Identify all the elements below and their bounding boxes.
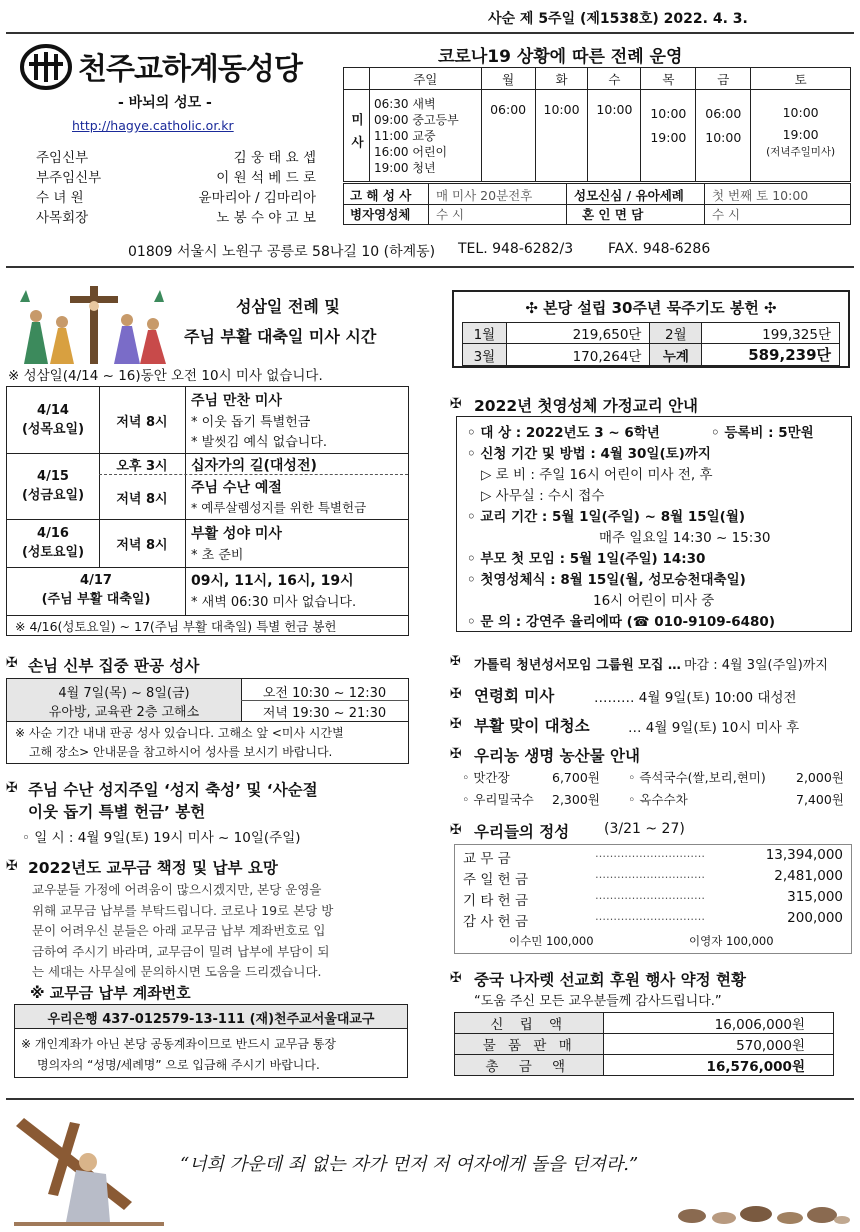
communion-apply-lobby: ▷ 로 비 : 주일 16시 어린이 미사 전, 후 [481,467,713,483]
staff-list [36,148,316,228]
communion-ceremony-time: 16시 어린이 미사 중 [593,593,715,609]
rosary-title: ✣ 본당 설립 30주년 묵주기도 봉헌 ✣ [525,299,777,317]
communion-period: ◦ 교리 기간 : 5월 1일(주일) ~ 8월 15일(월) [467,509,746,525]
dues-line: 금하여 주시기 바라며, 교무금이 밀려 납부에 부담이 되 [32,943,330,959]
staff-role: 주임신부 [36,150,89,166]
dues-line: 문이 어려우신 분들은 아래 교무금 납부 계좌번호로 입 [32,923,326,938]
communion-ceremony: ◦ 첫영성체식 : 8월 15일(월, 성모승천대축일) [467,572,746,588]
cleaning-label: 부활 맞이 대청소 [474,717,590,735]
communion-fee: ◦ 등록비 : 5만원 [711,425,814,441]
offering-leader: ………………………… [595,868,705,881]
section-bullet-icon: ✠ [6,858,18,874]
mass-row-label: 미사 [344,90,370,182]
staff-name: 이 원 석 베 드 로 [216,170,316,186]
triduum-day: (성금요일) [21,488,85,503]
rosary-total-label: 누계 [650,344,702,366]
dues-body [32,880,410,983]
day-header: 목 [641,68,696,90]
triduum-detail: * 이웃 돕기 특별헌금 [191,415,311,430]
marian-value: 첫 번째 토 10:00 [712,188,809,203]
communion-target: ◦ 대 상 : 2022년도 3 ~ 6학년 [467,425,660,441]
thursday-mass: 19:00 [650,130,687,145]
issue-line: 사순 제 5주일 (제1538호) 2022. 4. 3. [488,11,748,27]
dues-line: 위해 교무금 납부를 부탁드립니다. 코로나 19로 본당 방 [32,902,334,918]
mission-amount: 16,006,000원 [604,1013,834,1034]
confession-note: ※ 사순 기간 내내 판공 성사 있습니다. 고해소 앞 <미사 시간별 [15,726,344,740]
saturday-mass: 10:00 [782,105,819,120]
monday-mass: 06:00 [481,90,535,182]
parish-address: 01809 서울시 노원구 공릉로 58나길 10 (하계동) [128,244,436,260]
palm-title-2: 이웃 돕기 특별 헌금’ 봉헌 [28,803,206,821]
rosary-count: 219,650단 [506,323,650,344]
mission-label: 총 금 액 [455,1055,604,1076]
dues-line: 는 세대는 사무실에 문의하시면 도움을 드리겠습니다. [32,964,322,979]
cross-bearer-illustration [14,1104,164,1226]
sacrament-table [343,183,851,225]
triduum-event: 십자가의 길(대성전) [191,458,317,474]
produce-price: 2,300원 [552,792,600,807]
communion-box [456,416,852,632]
triduum-footer: ※ 4/16(성토요일) ~ 17(주님 부활 대축일) 특별 헌금 봉헌 [15,619,337,634]
parish-title: 천주교하계동성당 [78,52,302,87]
staff-name: 윤마리아 / 김마리아 [198,190,316,206]
parish-patron: - 바뇌의 성모 - [118,95,212,111]
tuesday-mass: 10:00 [535,90,588,182]
offering-amount: 13,394,000 [765,847,843,863]
parish-logo-icon [20,44,72,90]
mission-amount: 570,000원 [604,1034,834,1055]
confession-title: 손님 신부 집중 판공 성사 [28,657,200,675]
mission-thanks: “도움 주신 모든 교우분들께 감사드립니다.” [474,994,722,1009]
day-header: 수 [588,68,641,90]
triduum-event: 주님 만찬 미사 [191,393,282,409]
marriage-label: 혼 인 면 담 [582,207,644,222]
confession-label: 고 해 성 사 [350,188,412,203]
offering-leader: ………………………… [595,889,705,902]
produce-item: ◦ 즉석국수(쌀,보리,현미) [628,770,766,785]
parish-url-link[interactable]: http://hagye.catholic.or.kr [72,118,234,133]
confession-table [6,678,409,764]
rosary-month: 3월 [463,344,507,366]
donor: 이수민 100,000 [509,934,594,948]
section-bullet-icon: ✠ [450,970,462,986]
confession-pm: 저녁 19:30 ~ 21:30 [262,706,387,721]
triduum-date: 4/17 [80,573,112,588]
offerings-period: (3/21 ~ 27) [604,821,685,837]
account-note: ※ 개인계좌가 아닌 본당 공동계좌이므로 반드시 교무금 통장 [21,1037,336,1051]
offering-amount: 2,481,000 [774,868,843,884]
rosary-month: 2월 [650,323,702,344]
account-note: 명의자의 “성명/세례명” 으로 입금해 주시기 바랍니다. [37,1058,320,1072]
offering-label: 주 일 헌 금 [463,872,529,888]
day-header: 토 [751,68,851,90]
triduum-day: (성목요일) [21,422,85,437]
triduum-time: 오후 3시 [116,459,168,474]
youth-value: 마감 : 4월 3일(주일)까지 [684,658,828,673]
section-bullet-icon: ✠ [450,654,461,669]
triduum-event: 주님 수난 예절 [191,480,282,496]
produce-item: ◦ 맛간장 [462,770,510,785]
sunday-mass: 06:30 새벽 [373,96,436,111]
triduum-detail: * 초 준비 [191,548,244,563]
sunday-mass: 11:00 교중 [373,128,436,143]
triduum-date: 4/14 [37,403,69,418]
section-bullet-icon: ✠ [450,716,462,732]
mission-title: 중국 나자렛 선교회 후원 행사 약정 현황 [474,971,746,989]
saturday-mass: 19:00 [782,127,819,142]
rosary-month: 1월 [463,323,507,344]
offerings-title: 우리들의 정성 [474,823,570,841]
triduum-date: 4/16 [37,526,69,541]
sick-communion-label: 병자영성체 [350,207,411,222]
staff-role: 사목회장 [36,210,89,226]
confession-dates: 4월 7일(목) ~ 8일(금) [58,686,190,701]
mission-label: 신 립 액 [455,1013,604,1034]
sunday-mass: 19:00 청년 [373,160,436,175]
triduum-time: 저녁 8시 [116,538,168,553]
thursday-mass: 10:00 [650,106,687,121]
confession-place: 유아방, 교육관 2층 고해소 [48,705,200,720]
communion-title: 2022년 첫영성체 가정교리 안내 [474,397,699,415]
marriage-value: 수 시 [712,207,741,222]
rosary-total: 589,239단 [702,344,840,366]
section-bullet-icon: ✠ [6,655,18,671]
confession-value: 매 미사 20분전후 [436,188,533,203]
triduum-event: 부활 성야 미사 [191,526,282,542]
parish-phone: TEL. 948-6282/3 [458,241,574,257]
triduum-day: (성토요일) [21,545,85,560]
section-bullet-icon: ✠ [450,822,462,838]
saturday-note: (저녁주일미사) [766,146,836,158]
mission-table [454,1012,834,1076]
schedule-title: 코로나19 상황에 따른 전례 운영 [438,47,683,67]
communion-contact: ◦ 문 의 : 강연주 율리에따 (☎ 010-9109-6480) [467,614,775,630]
produce-item: ◦ 옥수수차 [628,792,688,807]
dues-line: 교우분들 가정에 어려움이 많으시겠지만, 본당 운영을 [32,882,322,897]
communion-weekly: 매주 일요일 14:30 ~ 15:30 [599,530,771,546]
mission-total: 16,576,000원 [604,1055,834,1076]
donor: 이영자 100,000 [689,934,774,948]
palm-date: ◦ 일 시 : 4월 9일(토) 19시 미사 ~ 10일(주일) [22,830,301,846]
communion-apply: ◦ 신청 기간 및 방법 : 4월 30일(토)까지 [467,446,711,462]
section-bullet-icon: ✠ [450,686,462,702]
mission-label: 물 품 판 매 [455,1034,604,1055]
staff-name: 김 웅 태 요 셉 [233,150,316,166]
section-bullet-icon: ✠ [450,396,462,412]
sunday-mass: 16:00 어린이 [373,144,448,159]
youth-label: 가톨릭 청년성서모임 그룹원 모집 … [474,658,681,673]
communion-parents: ◦ 부모 첫 모임 : 5월 1일(주일) 14:30 [467,551,706,567]
triduum-time: 저녁 8시 [116,492,168,507]
triduum-event: 09시, 11시, 16시, 19시 [191,573,354,589]
offering-amount: 315,000 [787,889,843,905]
staff-role: 수 녀 원 [36,190,84,206]
scripture-quote: “너희 가운데 죄 없는 자가 먼저 저 여자에게 돌을 던져라.” [180,1154,639,1175]
offering-label: 감 사 헌 금 [463,914,529,930]
triduum-time: 저녁 8시 [116,415,168,430]
friday-mass: 06:00 [705,106,742,121]
offering-label: 기 타 헌 금 [463,893,529,909]
offering-label: 교 무 금 [463,851,511,867]
account-box [14,1004,408,1078]
sick-communion-value: 수 시 [436,207,465,222]
account-title: ※ 교무금 납부 계좌번호 [30,984,191,1002]
marian-label: 성모신심 / 유아세례 [574,188,684,203]
triduum-detail: * 발씻김 예식 없습니다. [191,435,328,450]
staff-name: 노 봉 수 야 고 보 [216,210,316,226]
rosary-table [462,322,840,366]
rosary-count: 199,325단 [702,323,840,344]
produce-title: 우리농 생명 농산물 안내 [474,747,640,765]
wednesday-mass: 10:00 [588,90,641,182]
triduum-day: (주님 부활 대축일) [41,592,151,607]
day-header: 금 [696,68,751,90]
produce-price: 6,700원 [552,770,600,785]
sunday-mass: 09:00 중고등부 [373,112,459,127]
section-bullet-icon: ✠ [6,780,18,796]
staff-role: 부주임신부 [36,170,102,186]
dues-title: 2022년도 교무금 책정 및 납부 요망 [28,859,278,877]
offering-amount: 200,000 [787,910,843,926]
funeral-mass-value: ……… 4월 9일(토) 10:00 대성전 [594,690,797,706]
confession-am: 오전 10:30 ~ 12:30 [262,686,387,701]
communion-apply-office: ▷ 사무실 : 수시 접수 [481,488,605,504]
triduum-date: 4/15 [37,469,69,484]
rosary-box [452,290,850,368]
rosary-count: 170,264단 [506,344,650,366]
produce-price: 7,400원 [796,792,844,807]
triduum-table [6,386,409,636]
produce-price: 2,000원 [796,770,844,785]
cleaning-value: … 4월 9일(토) 10시 미사 후 [628,720,800,736]
account-number: 우리은행 437-012579-13-111 (재)천주교서울대교구 [47,1012,375,1027]
palm-title-1: 주님 수난 성지주일 ‘성지 축성’ 및 ‘사순절 [28,781,318,799]
triduum-title-1: 성삼일 전례 및 [236,297,340,316]
funeral-mass-label: 연령회 미사 [474,687,555,705]
day-header: 주일 [369,68,481,90]
confession-note: 고해 장소> 안내문을 참고하시어 성사를 보시기 바랍니다. [29,745,333,759]
stones-illustration [672,1190,852,1226]
mass-schedule-table [343,67,851,182]
triduum-detail: * 예루살렘성지를 위한 특별헌금 [191,500,367,515]
offering-leader: ………………………… [595,847,705,860]
section-bullet-icon: ✠ [450,746,462,762]
day-header: 월 [481,68,535,90]
parish-fax: FAX. 948-6286 [608,241,711,257]
offerings-table [454,844,852,954]
triduum-detail: * 새벽 06:30 미사 없습니다. [191,595,357,610]
produce-item: ◦ 우리밀국수 [462,792,534,807]
triduum-note: ※ 성삼일(4/14 ~ 16)동안 오전 10시 미사 없습니다. [8,368,323,384]
day-header: 화 [535,68,588,90]
triduum-title-2: 주님 부활 대축일 미사 시간 [184,327,377,346]
friday-mass: 10:00 [705,130,742,145]
crucifixion-illustration [14,282,174,364]
offering-leader: ………………………… [595,910,705,923]
